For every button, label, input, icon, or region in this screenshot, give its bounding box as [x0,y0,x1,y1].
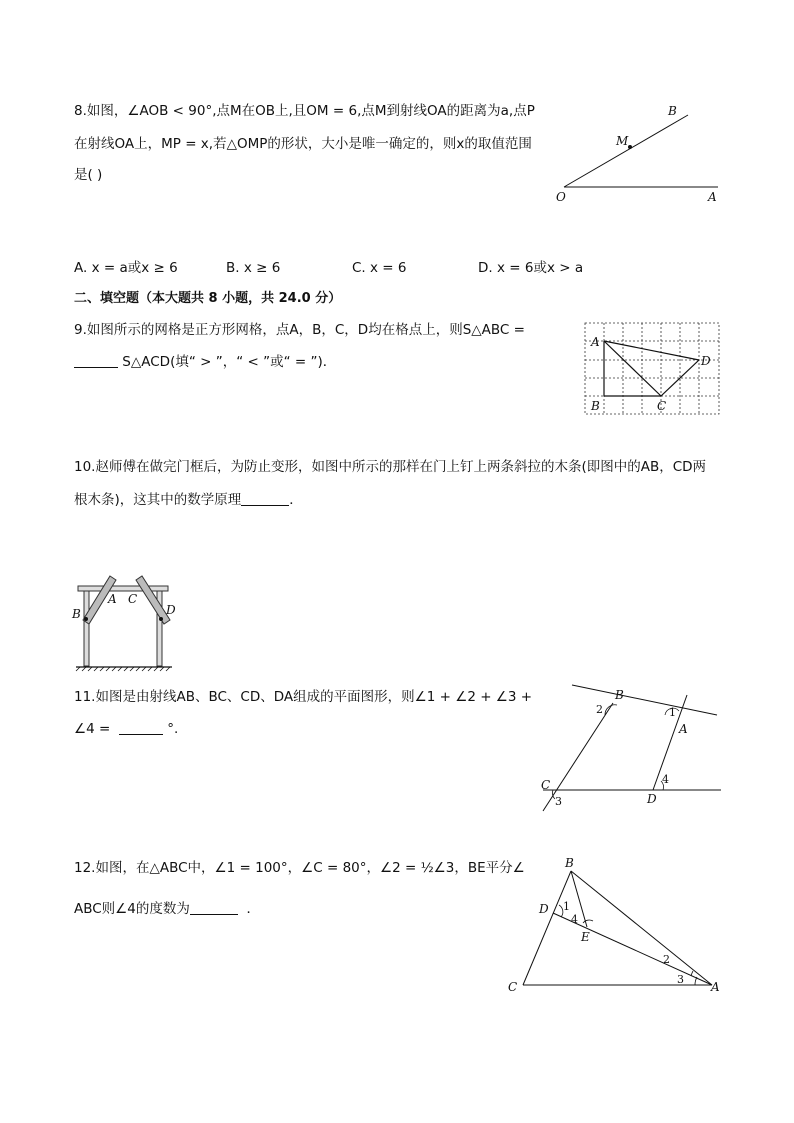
q10-line1: 10.赵师傅在做完门框后，为防止变形，如图中所示的那样在门上钉上两条斜拉的木条(即图中的AB，CD两 [74,459,707,475]
q12-answer-blank[interactable] [190,900,238,915]
q8-line2: 在射线OA上，MP = x,若△OMP的形状，大小是唯一确定的，则x的取值范围 [74,136,532,152]
side-ba [571,871,712,985]
q10-line2-post: ． [289,492,303,508]
q8-option-d[interactable]: D. x = 6或x > a [478,260,584,276]
q10-line2-pre: 根木条)，这其中的数学原理 [74,492,242,508]
rays-label-b: B [615,688,624,702]
grid-lines [585,323,719,414]
triangles [604,341,699,396]
grid-label-c: C [657,399,667,413]
side-cb [523,871,571,985]
label-m: M [616,134,629,148]
q11-line2 [74,719,178,739]
q8-option-c[interactable]: C. x = 6 [352,260,407,276]
rays-label-c: C [541,778,551,792]
frame-label-a: A [108,592,117,606]
q8-line1: 8.如图，∠AOB < 90°,点M在OB上,且OM = 6,点M到射线OA的距离为a,点P [74,103,535,119]
q9-grid-figure [583,320,725,418]
q11-line2-pre: ∠4 = [74,721,111,737]
tri-label-c: C [508,980,518,994]
grid-label-d: D [701,354,711,368]
q8-option-b[interactable]: B. x ≥ 6 [226,260,281,276]
tri-angle-3: 3 [677,973,684,986]
q8-option-a[interactable]: A. x = a或x ≥ 6 [74,260,178,276]
rays-label-a: A [679,722,688,736]
q12-line2-pre: ABC则∠4的度数为 [74,901,190,917]
q11-line2-post: °. [167,721,179,737]
tri-label-b: B [565,856,574,870]
q8-line3: 是( ) [74,167,103,183]
q10-line2 [74,490,303,510]
q11-answer-blank[interactable] [119,720,163,735]
q11-rays-figure [535,683,725,813]
point-m [628,145,632,149]
label-o: O [556,190,566,204]
ray-bc [543,703,613,811]
q12-line2-post: ． [246,901,260,917]
frame-label-c: C [128,592,138,606]
rays-angle-2: 2 [596,703,603,716]
tri-label-a: A [711,980,720,994]
rays-angle-1: 1 [669,706,676,719]
rays-angle-3: 3 [555,795,562,808]
q12-line1: 12.如图，在△ABC中，∠1 = 100°，∠C = 80°，∠2 = ½∠3，BE平分∠ [74,860,525,876]
section-heading: 二、填空题（本大题共 8 小题，共 24.0 分） [74,291,342,306]
q9-answer-blank[interactable] [74,353,118,368]
tri-label-e: E [581,930,590,944]
tri-label-d: D [539,902,549,916]
grid-label-a: A [591,335,600,349]
rays-angle-4: 4 [662,773,669,786]
q10-doorframe-figure [66,572,186,672]
tri-angle-1: 1 [563,900,570,913]
frame-label-b: B [72,607,81,621]
frame-label-d: D [166,603,176,617]
ray-ab [572,685,717,715]
tri-angle-2: 2 [663,953,670,966]
brace-cd [136,576,170,624]
grid-label-b: B [591,399,600,413]
label-a: A [708,190,717,204]
q9-line1: 9.如图所示的网格是正方形网格，点A，B，C，D均在格点上，则S△ABC = [74,322,525,338]
ray-ob [564,115,688,187]
q10-answer-blank[interactable] [241,491,289,506]
q11-line1: 11.如图是由射线AB、BC、CD、DA组成的平面图形，则∠1 + ∠2 + ∠3 + [74,689,533,705]
q9-line2 [74,352,336,372]
q12-line2 [74,899,260,919]
rays-label-d: D [647,792,657,806]
q8-figure [550,95,730,210]
label-b: B [668,104,677,118]
q9-line2-text: S△ACD(填“ > ”，“ < ”或“ = ”)． [122,354,337,370]
q12-triangle-figure [505,853,730,998]
tri-angle-4: 4 [571,913,578,926]
